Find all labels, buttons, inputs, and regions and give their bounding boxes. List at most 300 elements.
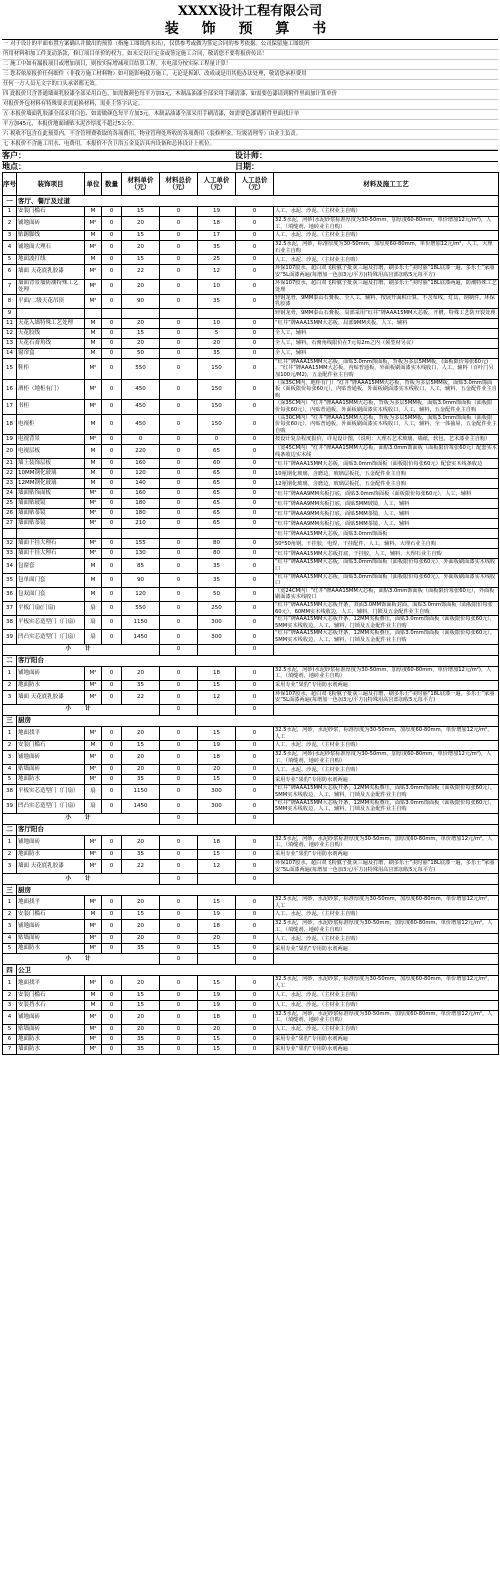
- row-number: [3, 529, 17, 539]
- row-number: 1: [3, 726, 17, 740]
- row-labor-total: [236, 308, 274, 318]
- row-number: 1: [3, 896, 17, 910]
- row-labor-price: 18: [198, 751, 236, 765]
- row-item: 10MM钢化玻璃: [17, 469, 85, 479]
- row-material-price: 20: [122, 217, 160, 231]
- row-description: （宽45CM内）“红井”牌AAA15MM大芯板，面贴3.0mm饰面板（面板限价每张60元）配套实木线条收边实木线: [275, 445, 497, 458]
- row-description: 32.5水泥，河砂，水泥砂浆，标准厚度为30-50mm，加厚度60-80mm，单价增加12元/m²，人工: [274, 976, 499, 990]
- row-labor-total: 0: [236, 318, 274, 328]
- table-row: [3, 445, 499, 459]
- row-description: 环保107胶水，超白双飞粉腻子批灰三遍及打磨，刷多乐士“美时丽”18L底漆一遍，多乐士“家丽安”5L面漆两遍(每增加一色加3元/平方)(特殊用高宫部加收5元每平方): [274, 265, 499, 279]
- row-labor-total: 0: [236, 469, 274, 479]
- section-number: 二: [3, 655, 17, 666]
- section-number: 二: [3, 824, 17, 835]
- row-number: 17: [3, 400, 17, 414]
- row-labor-total: 0: [236, 207, 274, 217]
- row-material-total: 0: [160, 896, 198, 910]
- row-unit: M²: [85, 1034, 102, 1044]
- row-material-price: 550: [122, 358, 160, 379]
- row-labor-total: 0: [236, 602, 274, 616]
- row-material-price: 20: [122, 726, 160, 740]
- row-description: 采用专业“果豹”专用防水剂两遍: [274, 1044, 499, 1054]
- row-material-price: 20: [122, 765, 160, 775]
- quotation-page: [0, 3, 500, 1578]
- row-material-total: 0: [160, 549, 198, 559]
- table-row: [3, 379, 499, 400]
- row-unit: 扇: [85, 602, 102, 616]
- row-description: 采用专业“果豹”专用防水剂两遍: [274, 775, 499, 785]
- row-material-total: 0: [160, 255, 198, 265]
- row-unit: M²: [85, 539, 102, 549]
- row-labor-total: 0: [236, 231, 274, 241]
- header-material-total: 材料总价（元）: [160, 173, 198, 196]
- row-labor-total: 0: [236, 241, 274, 255]
- row-number: 1: [3, 976, 17, 990]
- row-unit: M²: [85, 400, 102, 414]
- row-quantity: 0: [102, 920, 122, 934]
- row-item: 凹凸实芯造型门（门扇）: [17, 799, 85, 813]
- subtotal-desc-blank: [274, 954, 499, 965]
- row-labor-price: 80: [198, 549, 236, 559]
- row-quantity: 0: [102, 849, 122, 859]
- table-row: [3, 765, 499, 775]
- row-labor-total: 0: [236, 741, 274, 751]
- row-material-total: 0: [160, 539, 198, 549]
- row-material-price: 15: [122, 231, 160, 241]
- row-labor-price: 18: [198, 666, 236, 680]
- row-material-price: 450: [122, 379, 160, 400]
- subtotal-labor: 0: [236, 813, 274, 824]
- table-row: [3, 328, 499, 338]
- row-description: 人工、水泥、沙泥。（主材业主自购）: [274, 934, 499, 944]
- row-material-total: 0: [160, 920, 198, 934]
- row-unit: M²: [85, 489, 102, 499]
- row-number: 3: [3, 231, 17, 241]
- row-quantity: 0: [102, 726, 122, 740]
- row-quantity: 0: [102, 265, 122, 279]
- subtotal-blank: [198, 704, 236, 715]
- subtotal-blank: [198, 954, 236, 965]
- row-unit: M²: [85, 241, 102, 255]
- row-quantity: 0: [102, 549, 122, 559]
- row-labor-total: 0: [236, 835, 274, 849]
- table-row: [3, 435, 499, 445]
- table-row: [3, 509, 499, 519]
- row-labor-total: 0: [236, 630, 274, 644]
- row-labor-price: 300: [198, 630, 236, 644]
- row-labor-total: 0: [236, 489, 274, 499]
- row-material-total: 0: [160, 559, 198, 573]
- row-labor-total: 0: [236, 920, 274, 934]
- table-row: [3, 1044, 499, 1054]
- row-material-total: 0: [160, 751, 198, 765]
- row-number: 8: [3, 294, 17, 308]
- row-labor-price: 65: [198, 509, 236, 519]
- row-description: 32.5水泥，河砂，水泥砂浆标准厚度为30-50mm，加厚度60-80mm，单价增加12元/m²，人工，（填缝剂，地砖业主自购）: [274, 1010, 499, 1024]
- subtotal-labor: 0: [236, 954, 274, 965]
- row-material-price: 35: [122, 775, 160, 785]
- row-quantity: 0: [102, 499, 122, 509]
- row-description: （深35CM内）“红井”牌AAA15MM大芯板，背板为多层5MM板，面贴3.0mm饰面板（面板限价每张60元），内贴普通板，外面板刷面漆实木线收口，人工，辅料，五金配件业主自购: [274, 400, 499, 414]
- row-unit: M²: [85, 751, 102, 765]
- row-material-price: 155: [122, 539, 160, 549]
- row-material-total: 0: [160, 217, 198, 231]
- row-quantity: 0: [102, 1034, 122, 1044]
- row-labor-price: 65: [198, 479, 236, 489]
- row-labor-price: 25: [198, 255, 236, 265]
- row-description: “红井”牌AAA9MM夹板打底，面贴5MM玻镜，人工，辅料: [274, 499, 499, 509]
- row-item: 天花石膏角线: [17, 338, 85, 348]
- row-labor-price: 15: [198, 1044, 236, 1054]
- row-item: 墙面 天花底乳胶漆: [17, 265, 85, 279]
- row-material-price: 160: [122, 459, 160, 469]
- table-row: [3, 896, 499, 910]
- row-item: 天花入墙特殊工艺处理: [17, 318, 85, 328]
- row-labor-total: 0: [236, 338, 274, 348]
- budget-table: [2, 172, 499, 1055]
- subtotal-desc-blank: [274, 813, 499, 824]
- subtotal-blank: [198, 874, 236, 885]
- subtotal-label: 小 计: [3, 813, 160, 824]
- row-unit: M: [85, 559, 102, 573]
- row-description: 12厘钢化玻璃，含磨边，玻璃层板托，五金配件业主自购: [274, 479, 499, 489]
- row-quantity: 0: [102, 573, 122, 587]
- row-material-price: 15: [122, 1000, 160, 1010]
- row-item: 铺地面砖: [17, 835, 85, 849]
- row-description: 采用专业“果豹”专用防水剂两遍: [274, 1034, 499, 1044]
- row-labor-price: 10: [198, 279, 236, 294]
- row-quantity: 0: [102, 489, 122, 499]
- row-material-price: 220: [122, 445, 160, 459]
- row-quantity: 0: [102, 400, 122, 414]
- subtotal-material: 0: [160, 704, 198, 715]
- row-number: 15: [3, 358, 17, 379]
- row-labor-price: 300: [198, 616, 236, 630]
- row-description: “红井”牌AAA15MM大芯板，面贴3.0mm饰面板（面板限价每张60元）配套实木线条收边: [274, 459, 499, 469]
- row-labor-total: 0: [236, 765, 274, 775]
- row-labor-total: 0: [236, 1024, 274, 1034]
- row-material-price: 20: [122, 279, 160, 294]
- row-material-price: 450: [122, 400, 160, 414]
- row-item: 书柜: [17, 400, 85, 414]
- subtotal-material: 0: [160, 813, 198, 824]
- row-labor-price: 65: [198, 469, 236, 479]
- row-material-total: 0: [160, 445, 198, 459]
- note-line: 平方加45元，本报价地面铺贴水泥沙厚度不超过5公分。: [2, 120, 498, 130]
- row-number: 24: [3, 489, 17, 499]
- row-labor-total: 0: [236, 435, 274, 445]
- table-row: [3, 519, 499, 529]
- row-material-total: 0: [160, 799, 198, 813]
- row-quantity: 0: [102, 294, 122, 308]
- row-labor-total: 0: [236, 944, 274, 954]
- row-labor-price: 80: [198, 539, 236, 549]
- row-unit: M: [85, 990, 102, 1000]
- row-material-price: 22: [122, 265, 160, 279]
- table-row: [3, 499, 499, 509]
- row-labor-total: 0: [236, 859, 274, 873]
- row-description: “红井”牌AAA15MM大芯板开条，12MM夹板叠压，面贴3.0mm饰面板（面板限价每张60元），5MM实木线收边，人工，辅料，门锁及五金配件业主自购: [274, 785, 499, 799]
- row-material-price: 90: [122, 294, 160, 308]
- row-labor-price: [198, 529, 236, 539]
- row-unit: 扇: [85, 630, 102, 644]
- row-material-price: 15: [122, 741, 160, 751]
- row-material-total: 0: [160, 587, 198, 601]
- row-material-price: 35: [122, 1044, 160, 1054]
- row-number: 21: [3, 459, 17, 469]
- row-labor-total: 0: [236, 255, 274, 265]
- row-material-price: 20: [122, 1010, 160, 1024]
- row-labor-price: 19: [198, 741, 236, 751]
- row-number: 3: [3, 1000, 17, 1010]
- row-number: 37: [3, 602, 17, 616]
- row-material-price: 1450: [122, 630, 160, 644]
- table-row: [3, 835, 499, 849]
- row-labor-total: 0: [236, 509, 274, 519]
- row-quantity: 0: [102, 990, 122, 1000]
- row-item: 安装门槛石: [17, 990, 85, 1000]
- row-labor-total: 0: [236, 279, 274, 294]
- row-unit: M²: [85, 294, 102, 308]
- row-material-price: 20: [122, 1024, 160, 1034]
- row-item: 铺地面砖: [17, 666, 85, 680]
- section-name: 客厅、餐厅及过道: [17, 196, 499, 207]
- row-description: （宽24CM内）“红井”牌AAA15MM大芯板，面贴3.0mm饰面板（面板限价每张60元），外面板刷面漆实木线收口: [274, 587, 499, 601]
- row-material-price: 15: [122, 207, 160, 217]
- table-row: [3, 358, 499, 379]
- table-row: [3, 680, 499, 690]
- row-unit: M: [85, 469, 102, 479]
- row-unit: [85, 308, 102, 318]
- row-material-total: 0: [160, 775, 198, 785]
- row-labor-total: 0: [236, 1010, 274, 1024]
- row-number: 1: [3, 835, 17, 849]
- table-row: [3, 799, 499, 813]
- row-material-total: 0: [160, 231, 198, 241]
- row-material-total: 0: [160, 666, 198, 680]
- row-item: 凹凸实芯造型门（门扇）: [17, 630, 85, 644]
- row-unit: M²: [85, 666, 102, 680]
- row-unit: M²: [85, 680, 102, 690]
- row-description: 人工、水泥、沙泥。（主材业主自购）: [274, 990, 499, 1000]
- note-line: 三 您若依原报价任何细件（非我方施工材料物）如可能影响我方施工，无论是拆卸、改成或是用其他办法处理，敬请您承担费用: [2, 70, 498, 80]
- subtotal-material: 0: [160, 954, 198, 965]
- section-row: [3, 655, 499, 666]
- row-material-price: 90: [122, 573, 160, 587]
- table-row: [3, 207, 499, 217]
- row-number: 25: [3, 499, 17, 509]
- row-labor-price: 65: [198, 489, 236, 499]
- row-material-total: 0: [160, 414, 198, 435]
- designer-label: 设计师：: [235, 151, 267, 160]
- row-item: 铺地面砖: [17, 920, 85, 934]
- row-quantity: 0: [102, 751, 122, 765]
- row-material-total: 0: [160, 573, 198, 587]
- header-qty: 数量: [102, 173, 122, 196]
- row-description: “红井”牌AAA9MM夹板打底，面贴5MM茶镜，人工，辅料: [274, 519, 499, 529]
- row-unit: M: [85, 1000, 102, 1010]
- row-number: 18: [3, 414, 17, 435]
- row-quantity: 0: [102, 328, 122, 338]
- row-labor-price: 15: [198, 775, 236, 785]
- table-row: [3, 549, 499, 559]
- row-material-total: 0: [160, 630, 198, 644]
- row-material-total: 0: [160, 265, 198, 279]
- row-labor-price: 19: [198, 207, 236, 217]
- row-quantity: 0: [102, 519, 122, 529]
- row-material-total: 0: [160, 616, 198, 630]
- table-row: [3, 741, 499, 751]
- row-description: “红井”牌AAA15MM大芯板，面贴3.0mm饰面板（面板限价每张60元），外面板刷面漆实木线收口: [274, 573, 499, 587]
- row-quantity: 0: [102, 348, 122, 358]
- row-number: 19: [3, 435, 17, 445]
- header-labor-price: 人工单价（元）: [198, 173, 236, 196]
- section-row: [3, 965, 499, 976]
- section-name: 厨房: [17, 715, 499, 726]
- row-labor-total: 0: [236, 775, 274, 785]
- row-material-price: 180: [122, 499, 160, 509]
- table-row: [3, 602, 499, 616]
- row-material-price: 160: [122, 489, 160, 499]
- row-item: 地面防水: [17, 849, 85, 859]
- row-labor-price: 12: [198, 265, 236, 279]
- subtotal-label: 小 计: [3, 704, 160, 715]
- row-description: 人工、水泥、沙泥。（主材业主自购）: [274, 765, 499, 775]
- row-material-total: 0: [160, 459, 198, 469]
- row-quantity: 0: [102, 207, 122, 217]
- row-item: 地面防水: [17, 680, 85, 690]
- row-description: 32.5水泥，河砂(水泥砂浆标准厚度为30-50mm，加厚度60-80mm，单价增加12元/m²)，人工，（填缝剂，地砖业主自购）: [274, 217, 499, 231]
- row-quantity: 0: [102, 896, 122, 910]
- row-labor-total: 0: [236, 459, 274, 469]
- row-labor-price: 15: [198, 726, 236, 740]
- row-item: 墙面贴玻镜: [17, 499, 85, 509]
- row-unit: M²: [85, 1024, 102, 1034]
- row-labor-price: 65: [198, 445, 236, 459]
- row-number: 4: [3, 765, 17, 775]
- row-labor-price: 20: [198, 338, 236, 348]
- row-quantity: 0: [102, 539, 122, 549]
- row-item: 墙面防水: [17, 1044, 85, 1054]
- section-row: [3, 824, 499, 835]
- row-item: 电视背景: [17, 435, 85, 445]
- row-labor-price: 15: [198, 944, 236, 954]
- row-number: 38: [3, 785, 17, 799]
- row-material-total: 0: [160, 990, 198, 1000]
- row-item: 墙面背景墙防潮特殊工艺处理: [17, 279, 85, 294]
- section-name: 客厅阳台: [17, 824, 499, 835]
- row-description: （深35CM内，地柜有门）“红井”牌AAA15MM大芯板，背板为多层5MM板，面贴3.0mm饰面板（面板限价每张60元），内贴普通板，外面板刷面漆实木线收口，人工，辅料，五金配件业主自购: [275, 379, 497, 399]
- table-row: [3, 265, 499, 279]
- row-number: 2: [3, 217, 17, 231]
- row-description: 轻钢龙骨，9MM泰山石膏板，局部采用“红井”牌AAA15MM大芯板，开槽，特殊工艺防开裂处理: [274, 308, 499, 318]
- row-labor-price: 35: [198, 241, 236, 255]
- row-unit: M²: [85, 976, 102, 990]
- row-labor-total: 0: [236, 666, 274, 680]
- row-description: “红井”牌AAA15MM大芯板开条，12MM夹板叠压，面贴3.0mm饰面板（面板限价每张60元），5MM实木线收边，人工，辅料，门锁及五金配件业主自购: [274, 799, 499, 813]
- section-row: [3, 715, 499, 726]
- row-material-price: 15: [122, 328, 160, 338]
- row-labor-price: 19: [198, 910, 236, 920]
- row-number: 11: [3, 318, 17, 328]
- row-labor-total: 0: [236, 616, 274, 630]
- header-labor-total: 人工总价（元）: [236, 173, 274, 196]
- row-quantity: 0: [102, 765, 122, 775]
- row-description: 全人工，辅料，石膏角线限价在7元每2m之内（须型材另议）: [274, 338, 499, 348]
- subtotal-labor: 0: [236, 644, 274, 655]
- row-item: 铺地面砖: [17, 1010, 85, 1024]
- row-labor-price: 150: [198, 358, 236, 379]
- row-labor-total: 0: [236, 379, 274, 400]
- row-material-price: 20: [122, 751, 160, 765]
- row-material-total: 0: [160, 489, 198, 499]
- row-quantity: 0: [102, 217, 122, 231]
- row-labor-price: 150: [198, 400, 236, 414]
- row-number: 2: [3, 849, 17, 859]
- row-material-total: 0: [160, 1000, 198, 1010]
- row-quantity: 0: [102, 859, 122, 873]
- row-labor-total: 0: [236, 785, 274, 799]
- table-row: [3, 469, 499, 479]
- row-number: 7: [3, 279, 17, 294]
- row-material-price: 15: [122, 255, 160, 265]
- section-name: 公卫: [17, 965, 499, 976]
- row-labor-price: 15: [198, 1034, 236, 1044]
- row-number: 5: [3, 1024, 17, 1034]
- row-material-price: 20: [122, 241, 160, 255]
- row-quantity: 0: [102, 559, 122, 573]
- row-item: 地面找平: [17, 726, 85, 740]
- table-row: [3, 400, 499, 414]
- row-labor-total: 0: [236, 559, 274, 573]
- subtotal-blank: [198, 813, 236, 824]
- row-description: 32.5水泥，河砂，水泥砂浆，标准厚度为30-50mm，加厚度60-80mm，单价增加12元/m²，人工: [274, 726, 499, 740]
- table-row: [3, 279, 499, 294]
- row-number: 6: [3, 1034, 17, 1044]
- row-description: 人工、水泥、沙泥。（主材业主自购）: [274, 231, 499, 241]
- row-item: 平板实芯造型门（门扇）: [17, 616, 85, 630]
- row-description: “红井”牌AAA15MM大芯板开条，双面3.0MM饰面板封面，面贴3.0mm饰面板（面板限价每张60元），60MM实木线收边，人工，辅料，门锁及五金配件业主自购: [274, 602, 499, 616]
- row-item: 墙面 天花底乳胶漆: [17, 859, 85, 873]
- row-number: 6: [3, 265, 17, 279]
- row-number: 34: [3, 559, 17, 573]
- row-quantity: 0: [102, 479, 122, 489]
- row-description: 32.5水泥，河砂，标准厚度为30-50mm，加厚度60-80mm，单价增加12元/m²，人工，大理石业主自购: [274, 241, 499, 255]
- subtotal-row: [3, 704, 499, 715]
- row-number: 12: [3, 328, 17, 338]
- row-item: 地面防水: [17, 944, 85, 954]
- row-material-price: 50: [122, 348, 160, 358]
- table-row: [3, 859, 499, 873]
- row-description: “红井”牌AAA15MM大芯板，面贴3.0mm饰面板（面板限价每张60元），外面板刷面漆实木线收口: [274, 559, 499, 573]
- row-description: 人工、水泥、沙泥。（主材业主自购）: [274, 1000, 499, 1010]
- table-row: [3, 318, 499, 328]
- table-row: [3, 690, 499, 704]
- row-number: 5: [3, 944, 17, 954]
- note-line: 六 税收不包含在此预算内，不含管理费收取的各项费用，物业管理处所收的各项费用（装修押金，垃圾清理等）由业主负责。: [2, 130, 498, 140]
- row-material-price: 1150: [122, 616, 160, 630]
- row-number: 3: [3, 751, 17, 765]
- row-material-price: 550: [122, 602, 160, 616]
- row-item: 铺地面砖: [17, 751, 85, 765]
- row-quantity: 0: [102, 587, 122, 601]
- subtotal-label: 小 计: [3, 644, 160, 655]
- row-item: 天花胶线: [17, 328, 85, 338]
- table-row: [3, 666, 499, 680]
- header-no: 序号: [3, 173, 17, 196]
- row-labor-total: 0: [236, 519, 274, 529]
- row-number: 1: [3, 666, 17, 680]
